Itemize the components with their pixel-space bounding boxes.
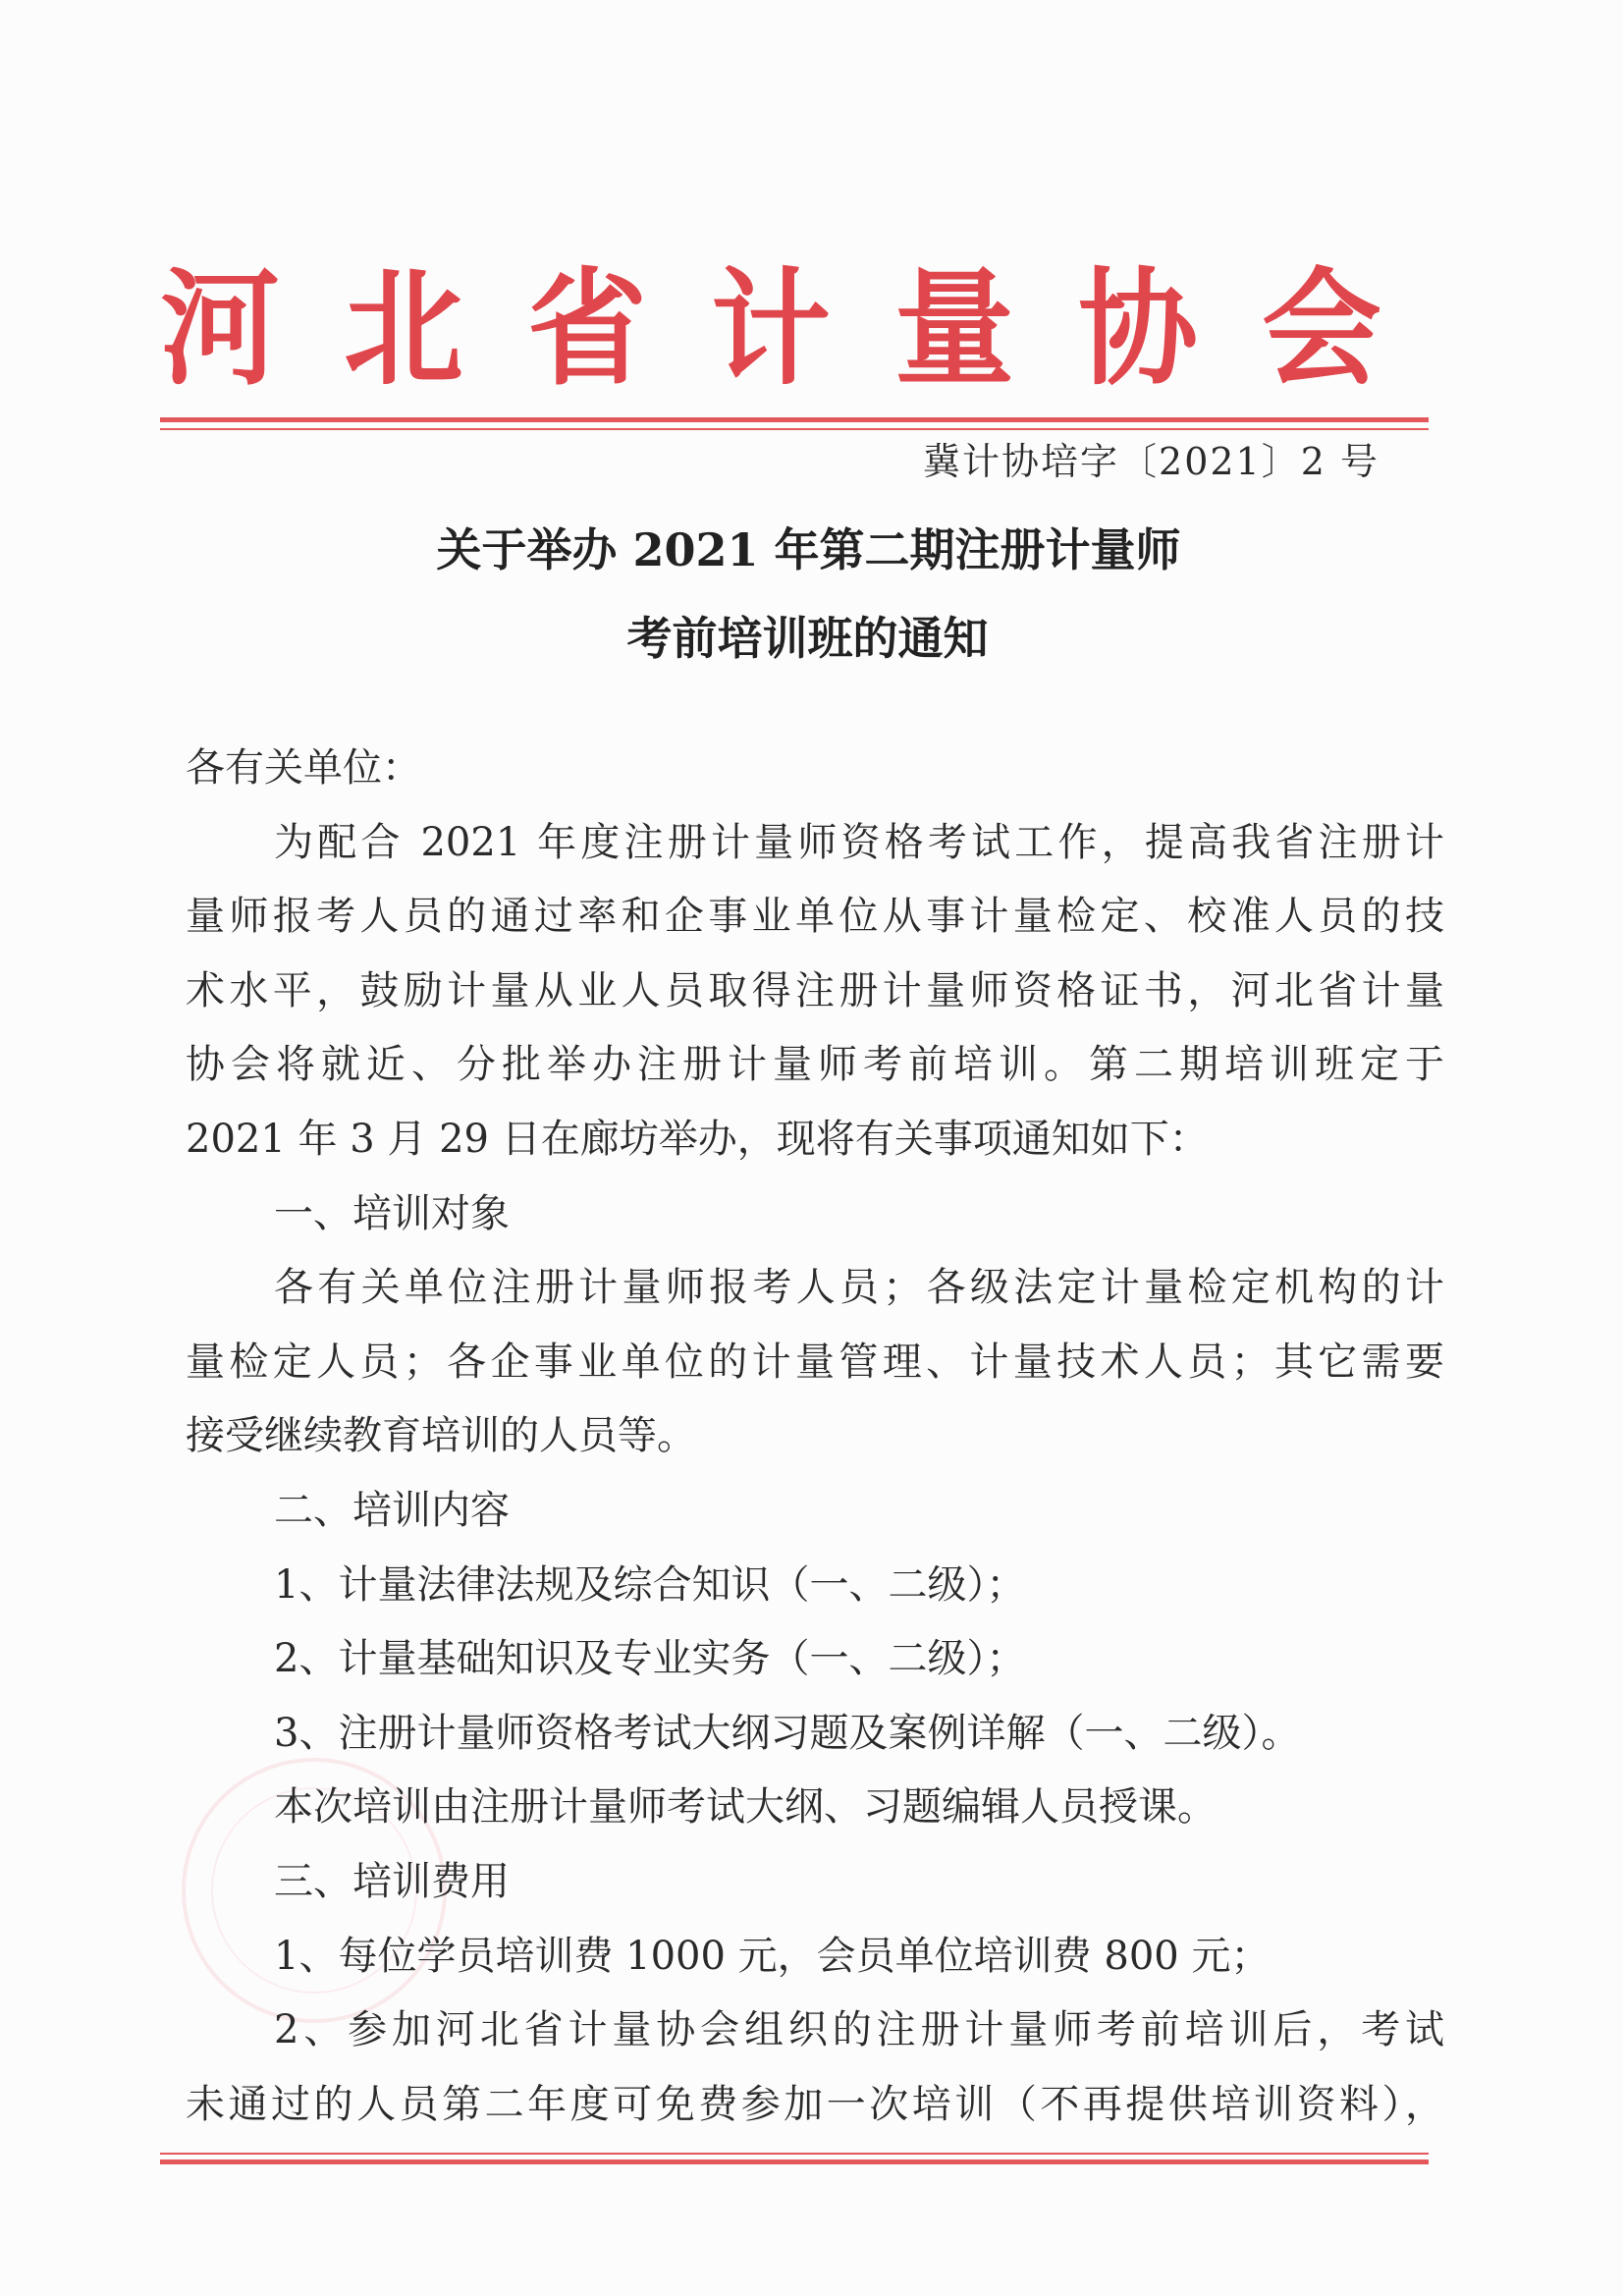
section1-line: 接受继续教育培训的人员等。 bbox=[186, 1413, 696, 1459]
letterhead-char: 计 bbox=[711, 255, 831, 403]
section2-item: 3、注册计量师资格考试大纲习题及案例详解（一、二级）。 bbox=[274, 1710, 1301, 1756]
letterhead-char: 北 bbox=[344, 255, 463, 403]
section-heading-3: 三、培训费用 bbox=[274, 1858, 510, 1904]
letterhead-rule-thick bbox=[160, 417, 1429, 422]
section2-item: 本次培训由注册计量师考试大纲、习题编辑人员授课。 bbox=[274, 1784, 1217, 1831]
salutation: 各有关单位： bbox=[186, 745, 421, 791]
section1-line: 量检定人员；各企事业单位的计量管理、计量技术人员；其它需要 bbox=[186, 1339, 1444, 1385]
document-number: 冀计协培字〔2021〕2 号 bbox=[923, 440, 1380, 483]
letterhead-char: 河 bbox=[160, 255, 280, 403]
letterhead-char: 协 bbox=[1078, 255, 1198, 403]
intro-line: 量师报考人员的通过率和企事业单位从事计量检定、校准人员的技 bbox=[186, 894, 1444, 940]
intro-line: 协会将就近、分批举办注册计量师考前培训。第二期培训班定于 bbox=[186, 1042, 1444, 1088]
notice-title-line-1: 关于举办 2021 年第二期注册计量师 bbox=[436, 523, 1181, 576]
section2-item: 2、计量基础知识及专业实务（一、二级）； bbox=[274, 1636, 1026, 1682]
footer-rule-thin bbox=[160, 2153, 1429, 2155]
section-heading-1: 一、培训对象 bbox=[274, 1190, 510, 1236]
letterhead-char: 量 bbox=[894, 255, 1014, 403]
letterhead-char: 会 bbox=[1262, 255, 1381, 403]
intro-line: 2021 年 3 月 29 日在廊坊举办，现将有关事项通知如下： bbox=[186, 1116, 1209, 1162]
letterhead-char: 省 bbox=[527, 255, 647, 403]
section3-item: 2、参加河北省计量协会组织的注册计量师考前培训后，考试 bbox=[274, 2007, 1444, 2053]
letterhead-rule-thin bbox=[160, 428, 1429, 430]
section1-line: 各有关单位注册计量师报考人员；各级法定计量检定机构的计 bbox=[274, 1265, 1444, 1311]
footer-rule-thick bbox=[160, 2159, 1429, 2164]
intro-line: 为配合 2021 年度注册计量师资格考试工作，提高我省注册计 bbox=[274, 819, 1444, 865]
letterhead-org-name bbox=[157, 250, 1384, 408]
section2-item: 1、计量法律法规及综合知识（一、二级）； bbox=[274, 1561, 1026, 1608]
section3-item: 未通过的人员第二年度可免费参加一次培训（不再提供培训资料）， bbox=[186, 2081, 1444, 2127]
intro-line: 术水平，鼓励计量从业人员取得注册计量师资格证书，河北省计量 bbox=[186, 967, 1444, 1013]
section-heading-2: 二、培训内容 bbox=[274, 1487, 510, 1533]
section3-item: 1、每位学员培训费 1000 元，会员单位培训费 800 元； bbox=[274, 1933, 1271, 1979]
notice-body bbox=[186, 732, 1444, 2142]
notice-title-line-2: 考前培训班的通知 bbox=[626, 612, 989, 665]
